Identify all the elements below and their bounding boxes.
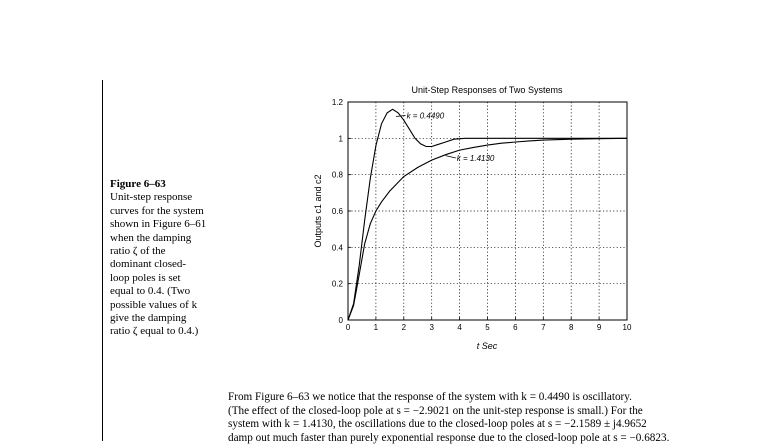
x-tick-label: 3 [429,323,434,332]
x-tick-label: 2 [401,323,407,332]
figure-label: Figure 6–63 [110,178,166,190]
y-tick-label: 0.4 [331,243,343,253]
chart-grid [348,102,627,320]
annotation-label: k = 0.4490 [406,111,445,121]
y-tick-label: 1 [338,134,343,144]
y-tick-label: 0.6 [331,207,343,216]
figure-caption [110,178,238,339]
x-tick-label: 7 [541,323,546,332]
body-line: system with k = 1.4130, the oscillations due to the closed-loop poles at s = −2.1589 ± j4.9652 [228,418,647,431]
x-tick-label: 9 [596,323,602,332]
x-tick-label: 5 [485,323,490,332]
figure-caption-text: Unit-step response curves for the system shown in Figure 6–61 when the damping ratio ζ of the dominant closed- loop poles is set equal to 0.4. (Two possible values of k give the damping ratio ζ equal to 0.4.) [110,191,207,338]
x-tick-label: 6 [513,323,518,332]
chart-ticks [332,98,632,332]
y-tick-label: 1.2 [331,98,343,107]
x-tick-label: 1 [373,323,379,332]
body-paragraph [228,391,740,445]
x-tick-label: 4 [457,323,462,332]
body-line: damp out much faster than purely exponential response due to the closed-loop pole at s = −0.6823. [228,431,670,444]
annotation-arrow [446,156,456,158]
y-tick-label: 0.8 [331,170,343,180]
y-tick-label: 0.2 [331,279,343,289]
margin-rule [102,80,103,441]
x-axis-label: t Sec [476,341,498,351]
chart-title: Unit-Step Responses of Two Systems [411,85,563,95]
body-line: From Figure 6–63 we notice that the response of the system with k = 0.4490 is oscillatory. [228,391,632,403]
y-axis-label: Outputs c1 and c2 [313,174,323,248]
x-tick-label: 0 [345,323,351,332]
annotation-label: k = 1.4130 [456,154,495,164]
x-tick-label: 10 [622,323,632,332]
x-tick-label: 8 [568,323,574,332]
y-tick-label: 0 [338,316,343,325]
unit-step-chart [300,78,640,358]
body-line: (The effect of the closed-loop pole at s = −2.9021 on the unit-step response is small.) For the [228,404,643,417]
